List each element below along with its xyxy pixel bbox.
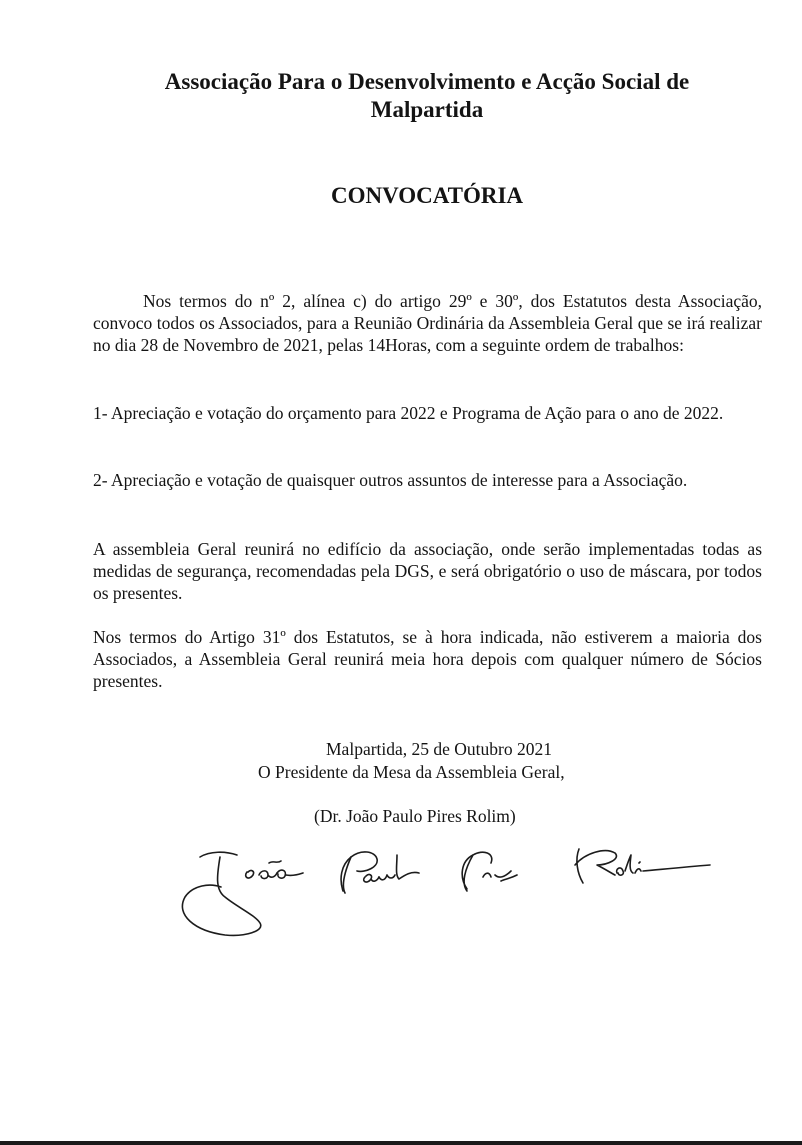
signatory-name: (Dr. João Paulo Pires Rolim): [314, 806, 516, 826]
signatory-role: O Presidente da Mesa da Assembleia Geral,: [258, 762, 565, 782]
page-bottom-border: [0, 1141, 802, 1145]
signature-strokes: [182, 849, 710, 935]
handwritten-signature: [165, 835, 725, 945]
intro-paragraph: Nos termos do nº 2, alínea c) do artigo 29º e 30º, dos Estatutos desta Associação, convoco todos os Associados, para a Reunião Ordinária da Assembleia Geral que se irá realizar no dia 28 de Novembro de 2021, pelas 14Horas, com a seguinte ordem de trabalhos:: [93, 291, 762, 355]
document-title: CONVOCATÓRIA: [330, 183, 524, 208]
organization-title-line-1: Associação Para o Desenvolvimento e Acção Social de: [164, 69, 690, 94]
quorum-paragraph: Nos termos do Artigo 31º dos Estatutos, se à hora indicada, não estiverem a maioria dos Associados, a Assembleia Geral reunirá meia hora depois com qualquer número de Sócios presentes.: [93, 627, 762, 691]
organization-title-line-2: Malpartida: [370, 97, 484, 122]
agenda-item-1: 1- Apreciação e votação do orçamento para 2022 e Programa de Ação para o ano de 2022.: [93, 403, 724, 423]
place-and-date: Malpartida, 25 de Outubro 2021: [326, 739, 552, 759]
agenda-item-2: 2- Apreciação e votação de quaisquer outros assuntos de interesse para a Associação.: [93, 470, 688, 490]
safety-paragraph: A assembleia Geral reunirá no edifício da associação, onde serão implementadas todas as medidas de segurança, recomendadas pela DGS, e será obrigatório o uso de máscara, por todos os presentes.: [93, 539, 762, 603]
organization-title: [93, 68, 761, 124]
